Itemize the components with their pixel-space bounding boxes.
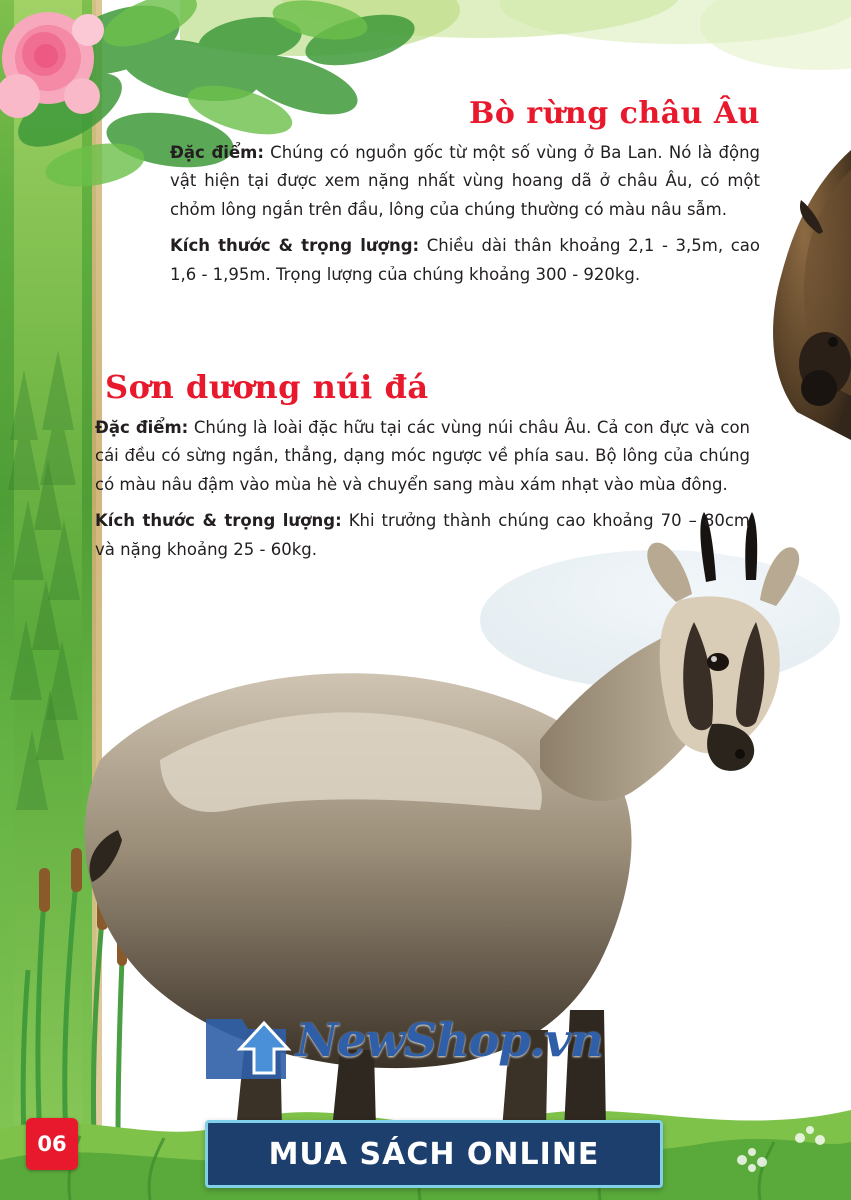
section-2-label-2: Kích thước & trọng lượng: xyxy=(95,511,342,531)
section-1-paragraph-2 xyxy=(170,232,760,289)
section-bo-rung-chau-au xyxy=(170,96,760,289)
section-2-label-1: Đặc điểm: xyxy=(95,418,189,437)
section-2-text-1: Chúng là loài đặc hữu tại các vùng núi châu Âu. Cả con đực và con cái đều có sừng ngắn, thẳng, dạng móc ngược về phía sau. Bộ lông của chúng có màu nâu đậm vào mùa hè và chuyển sang màu xám nhạt vào mùa đông. xyxy=(95,418,750,494)
section-2-paragraph-2 xyxy=(95,507,750,564)
section-2-text-2: Khi trưởng thành chúng cao khoảng 70 – 80cm và nặng khoảng 25 - 60kg. xyxy=(95,511,750,559)
section-title-2: Sơn dương núi đá xyxy=(105,368,429,406)
section-1-label-1: Đặc điểm: xyxy=(170,143,264,162)
mua-sach-online-button[interactable] xyxy=(205,1120,663,1188)
watermark-text: NewShop.vn xyxy=(296,1013,603,1067)
page-number-text: 06 xyxy=(37,1132,67,1156)
section-1-text-2: Chiều dài thân khoảng 2,1 - 3,5m, cao 1,6 - 1,95m. Trọng lượng của chúng khoảng 300 - 920kg. xyxy=(170,236,760,284)
upload-arrow-icon xyxy=(196,999,292,1085)
section-1-label-2: Kích thước & trọng lượng: xyxy=(170,236,420,256)
section-1-text-1: Chúng có nguồn gốc từ một số vùng ở Ba Lan. Nó là động vật hiện tại được xem nặng nhất vùng hoang dã ở châu Âu, có một chỏm lông ngắn trên đầu, lông của chúng thường có màu nâu sẫm. xyxy=(170,143,760,219)
section-son-duong-nui-da xyxy=(95,368,750,564)
section-2-paragraph-1 xyxy=(95,414,750,499)
page-number-badge xyxy=(26,1118,78,1170)
section-1-paragraph-1 xyxy=(170,139,760,224)
watermark xyxy=(196,995,666,1085)
cta-label: MUA SÁCH ONLINE xyxy=(268,1136,600,1172)
section-title-1: Bò rừng châu Âu xyxy=(468,96,760,131)
